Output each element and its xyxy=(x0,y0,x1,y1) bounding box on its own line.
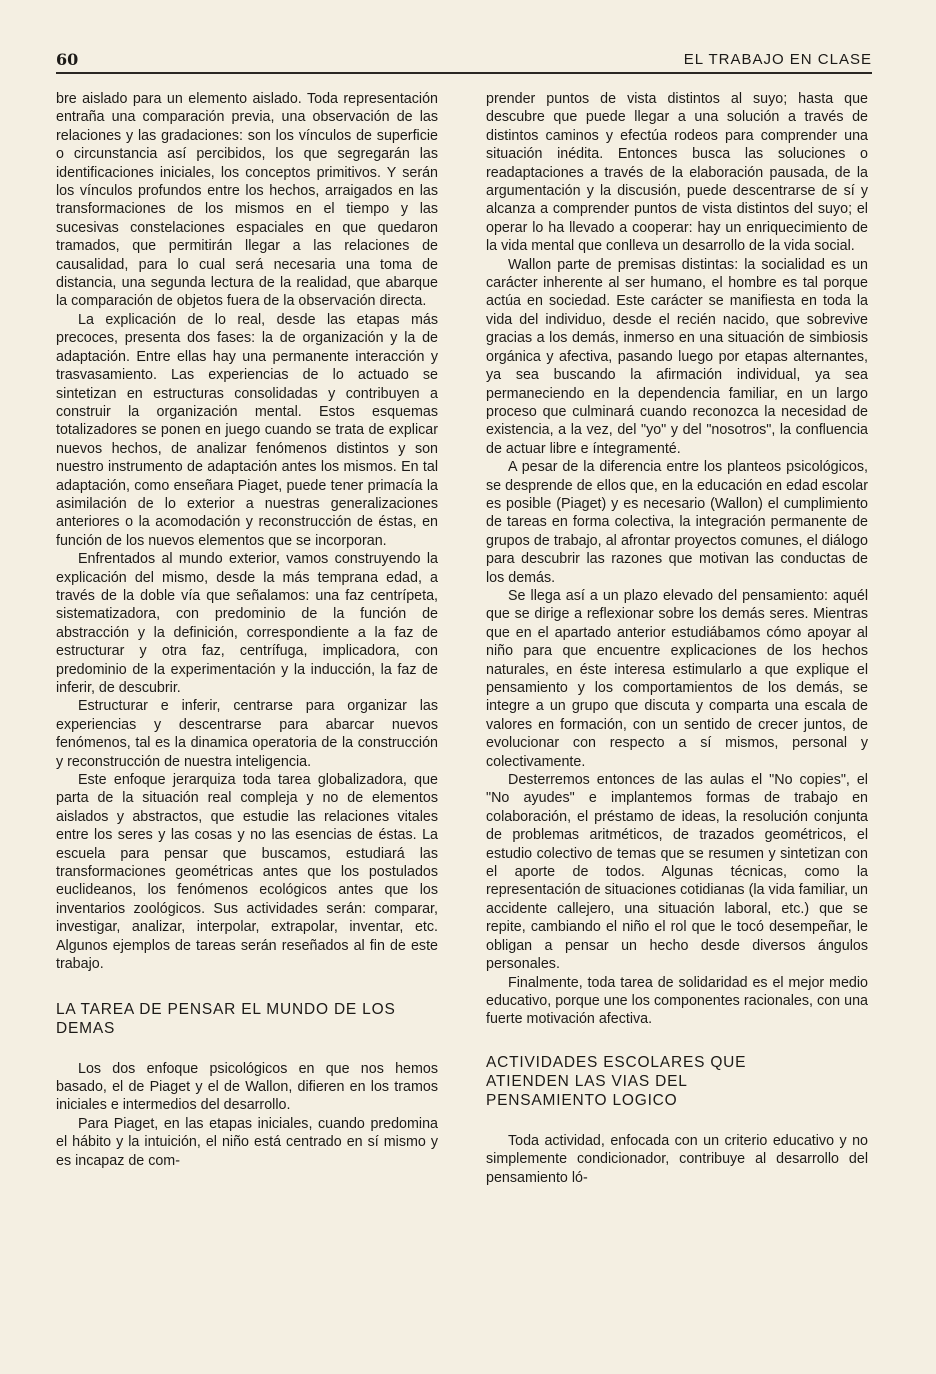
page-header xyxy=(56,50,872,74)
body-paragraph: Finalmente, toda tarea de solidaridad es el mejor medio educativo, porque une los componentes racionales, con una fuerte motivación afectiva. xyxy=(486,974,868,1028)
body-paragraph: Se llega así a un plazo elevado del pensamiento: aquél que se dirige a reflexionar sobre los demás seres. Mientras que en el apartado anterior estudiábamos cómo apoyar al niño para que encuentre explicaciones de los hechos naturales, en éste interesa estimularlo a que explique el pensamiento y los comportamientos de los demás, se integre a un grupo que discuta y comparta una escala de valores en formación, con un sentido de crecer juntos, de evolucionar con respecto a sí mismos, personal y colectivamente. xyxy=(486,587,868,770)
section-heading: LA TAREA DE PENSAR EL MUNDO DE LOS DEMAS xyxy=(56,1000,396,1037)
body-paragraph: Los dos enfoque psicológicos en que nos hemos basado, el de Piaget y el de Wallon, difieren en los tramos iniciales e intermedios del desarrollo. xyxy=(56,1060,438,1114)
body-paragraph: prender puntos de vista distintos al suyo; hasta que descubre que puede llegar a una solución a través de distintos caminos y efectúa rodeos para comprender una situación inédita. Entonces busca las soluciones o readaptaciones a través de la elaboración pausada, de la argumentación y la discusión, puede descentrarse de sí y alcanza a comprender puntos de vista distintos del suyo; el operar lo ha llevado a cooperar: hay un enriquecimiento de la vida mental que conlleva un desarrollo de la vida social. xyxy=(486,91,868,255)
body-paragraph: Para Piaget, en las etapas iniciales, cuando predomina el hábito y la intuición, el niño está centrado en sí mismo y es incapaz de com- xyxy=(56,1115,438,1169)
body-paragraph: La explicación de lo real, desde las etapas más precoces, presenta dos fases: la de organización y la de adaptación. Entre ellas hay una permanente interacción y trasvasamiento. Las experiencias de lo actuado se sintetizan en estructuras consolidadas y contribuyen a construir la organización mental. Estos esquemas totalizadores se ponen en juego cuando se trata de explicar nuevos hechos, de analizar fenómenos distintos y son nuestro instrumento de adaptación antes los mismos. En tal adaptación, como enseñara Piaget, puede tener primacía la asimilación de lo exterior a nuestras generalizaciones anteriores o la acomodación y reconstrucción de éstas, en función de los nuevos elementos que se incorporan. xyxy=(56,311,438,549)
body-paragraph: Estructurar e inferir, centrarse para organizar las experiencias y descentrarse para abarcar nuevos fenómenos, tal es la dinamica operatoria de la construcción y reconstrucción de nuestra inteligencia. xyxy=(56,698,438,770)
right-column xyxy=(486,90,868,1187)
running-title: EL TRABAJO EN CLASE xyxy=(683,51,872,68)
body-paragraph: Toda actividad, enfocada con un criterio educativo y no simplemente condicionador, contribuye al desarrollo del pensamiento ló- xyxy=(486,1132,868,1186)
section-heading: ACTIVIDADES ESCOLARES QUE ATIENDEN LAS VIAS DEL PENSAMIENTO LOGICO xyxy=(486,1053,747,1109)
page-number: 60 xyxy=(56,50,79,69)
body-paragraph: Este enfoque jerarquiza toda tarea globalizadora, que parta de la situación real compleja y no de elementos aislados y abstractos, que estudie las relaciones vitales entre los seres y las cosas y no las esencias de éstas. La escuela para pensar que buscamos, estudiará las transformaciones geométricas antes que los postulados euclideanos, los fenómenos ecológicos antes que los inventarios zoológicos. Sus actividades serán: comparar, investigar, analizar, interpolar, extrapolar, inventar, etc. Algunos ejemplos de tareas serán reseñados al fin de este trabajo. xyxy=(56,772,438,973)
body-paragraph: bre aislado para un elemento aislado. Toda representación entraña una comparación previa, una observación de las relaciones y las gradaciones: son los vínculos de superficie o circunstancia así percibidos, los que segregarán las identificaciones iniciales, los conceptos primitivos. Y serán los vínculos profundos entre los hechos, arraigados en las transformaciones de los mismos en el tiempo y las sucesivas constelaciones espaciales en que quedaron tramados, que permitirán llegar a las relaciones de causalidad, para lo cual será necesaria una toma de distancia, una segunda lectura de la realidad, que abarque la comparación de objetos fuera de la observación directa. xyxy=(56,91,438,310)
left-column xyxy=(56,90,438,1170)
body-paragraph: A pesar de la diferencia entre los planteos psicológicos, se desprende de ellos que, en la educación en edad escolar es posible (Piaget) y es necesario (Wallon) el cumplimiento de tareas en forma colectiva, la integración permanente de grupos de trabajo, al afrontar proyectos comunes, el diálogo para descubrir las razones que motivan las conductas de los demás. xyxy=(486,459,868,586)
body-paragraph: Wallon parte de premisas distintas: la socialidad es un carácter inherente al ser humano, el hombre es tal porque actúa en sociedad. Este carácter se manifiesta en toda la vida del individuo, desde el recién nacido, que sobrevive gracias a los demás, inmerso en una situación de simbiosis orgánica y afectiva, pasando luego por etapas alternantes, ya sea buscando la afirmación individual, ya sea permaneciendo en la dependencia familiar, en un largo proceso que culminará cuando reconozca la necesidad de existencia, a la vez, del "yo" y del "nosotros", la confluencia de actuar libre e íntegramenté. xyxy=(486,256,868,457)
body-paragraph: Desterremos entonces de las aulas el "No copies", el "No ayudes" e implantemos formas de trabajo en colaboración, el préstamo de ideas, la resolución conjunta de problemas aritméticos, de trazados geométricos, el estudio colectivo de temas que se resumen y sintetizan con el aporte de todos. Algunas técnicas, como la representación de situaciones cotidianas (la vida familiar, un accidente callejero, una situación laboral, etc.) que se repite, cambiando el niño el rol que le tocó desempeñar, le obligan a pensar un hecho desde diversos ángulos personales. xyxy=(486,772,868,973)
body-paragraph: Enfrentados al mundo exterior, vamos construyendo la explicación del mismo, desde la más temprana edad, a través de la doble vía que señalamos: una faz centrípeta, sistematizadora, con predominio de la función de abstracción y la definición, correspondiente a la faz de estructurar y otra faz, centrífuga, implicadora, con predominio de la experimentación y la inducción, la faz de inferir, de descubrir. xyxy=(56,551,438,696)
